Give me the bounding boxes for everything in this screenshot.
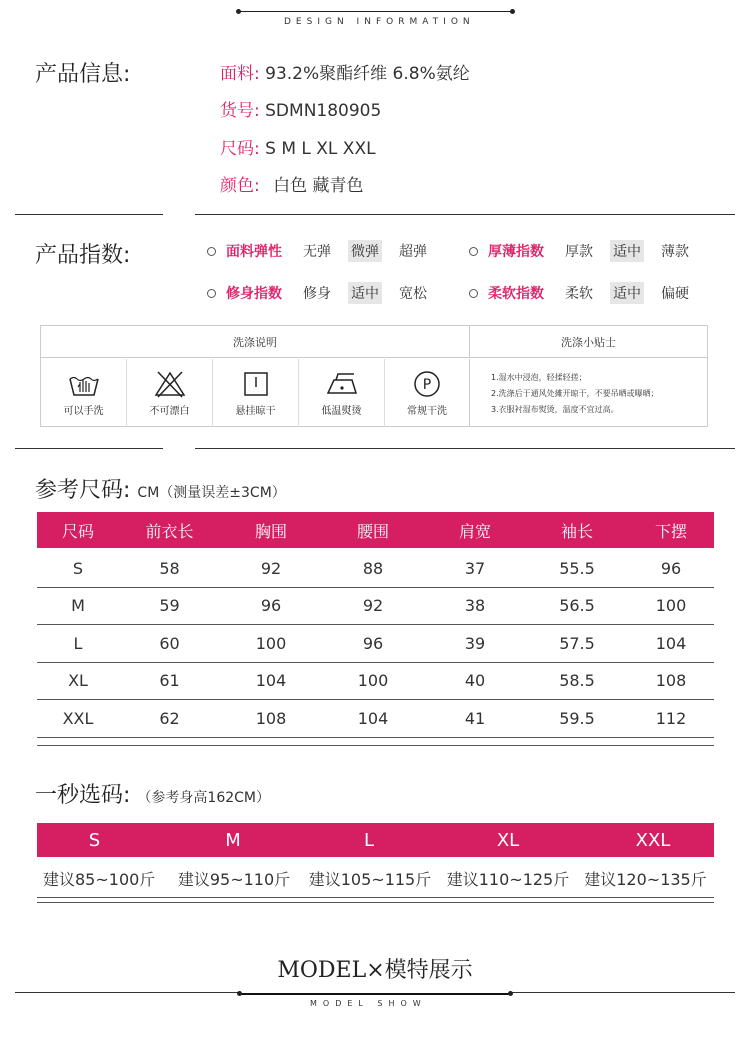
quick-size-cell: S bbox=[88, 829, 101, 851]
fabric-row bbox=[220, 59, 470, 84]
size-chart-cell: 96 bbox=[260, 596, 282, 616]
product-info-title: 产品信息: bbox=[35, 62, 131, 87]
quick-size-bottom-rule bbox=[37, 902, 714, 903]
size-chart-title-text: 参考尺码: bbox=[35, 478, 131, 503]
bottom-rule-dot-right bbox=[508, 991, 513, 996]
low-iron-icon bbox=[324, 370, 360, 398]
elasticity-option-selected: 微弹 bbox=[348, 240, 382, 262]
size-chart-cell: 59.5 bbox=[559, 708, 595, 728]
divider-2-right bbox=[195, 448, 735, 449]
size-chart-title bbox=[35, 473, 286, 504]
quick-size-subtitle: （参考身高162CM） bbox=[137, 790, 270, 806]
quick-size-header bbox=[37, 823, 714, 857]
fit-option: 宽松 bbox=[399, 286, 427, 302]
thickness-option: 薄款 bbox=[661, 244, 689, 260]
size-chart-cell: 92 bbox=[362, 596, 384, 616]
quick-size-cell: L bbox=[363, 829, 375, 851]
size-chart-cell: XXL bbox=[62, 708, 94, 728]
design-information-subtitle: DESIGN INFORMATION bbox=[284, 17, 475, 27]
size-chart-cell: 108 bbox=[655, 671, 687, 691]
size-chart-row bbox=[37, 550, 714, 588]
header-cell: 下摆 bbox=[654, 521, 687, 541]
size-chart-header bbox=[37, 512, 714, 548]
sku-row bbox=[220, 96, 381, 121]
elasticity-option: 无弹 bbox=[303, 244, 331, 260]
sku-label: 货号: bbox=[220, 101, 260, 121]
weight-cell: 建议110~125斤 bbox=[446, 869, 570, 889]
hand-wash-icon bbox=[67, 370, 101, 398]
fabric-label: 面料: bbox=[220, 64, 260, 84]
care-label: 不可漂白 bbox=[149, 405, 190, 417]
size-chart-cell: 55.5 bbox=[559, 558, 595, 578]
care-tips bbox=[491, 370, 659, 418]
size-chart-cell: 104 bbox=[357, 708, 389, 728]
care-label: 悬挂晾干 bbox=[235, 405, 276, 417]
top-rule bbox=[238, 11, 512, 12]
fit-option: 修身 bbox=[303, 286, 331, 302]
size-chart-cell: 40 bbox=[464, 671, 486, 691]
size-chart-cell: S bbox=[72, 558, 84, 578]
size-chart-cell: 104 bbox=[655, 633, 687, 653]
softness-option: 偏硬 bbox=[661, 286, 689, 302]
top-rule-dot-left bbox=[236, 9, 241, 14]
no-bleach-icon bbox=[153, 370, 187, 398]
care-label: 常规干洗 bbox=[407, 405, 447, 417]
thickness-index bbox=[469, 240, 706, 262]
size-chart-subtitle: CM（测量误差±3CM） bbox=[137, 485, 286, 501]
elasticity-option: 超弹 bbox=[399, 244, 427, 260]
care-item-low-iron bbox=[299, 359, 385, 427]
header-cell: 前衣长 bbox=[145, 521, 194, 541]
color-label: 颜色: bbox=[220, 176, 260, 196]
header-cell: 肩宽 bbox=[458, 521, 491, 541]
softness-option: 柔软 bbox=[565, 286, 593, 302]
care-item-no-bleach bbox=[127, 359, 213, 427]
size-chart-row bbox=[37, 588, 714, 626]
quick-size-cell: M bbox=[225, 829, 241, 851]
size-chart-cell: M bbox=[71, 596, 85, 616]
size-chart-cell: L bbox=[73, 633, 83, 653]
care-item-hand-wash bbox=[41, 359, 127, 427]
care-item-hang-dry bbox=[213, 359, 299, 427]
quick-size-title bbox=[35, 778, 270, 809]
care-label: 可以手洗 bbox=[63, 405, 104, 417]
size-chart-cell: 100 bbox=[357, 671, 389, 691]
divider-1-left bbox=[15, 214, 163, 215]
size-chart-cell: 60 bbox=[159, 633, 180, 653]
elasticity-index bbox=[207, 240, 444, 262]
size-row bbox=[220, 134, 376, 159]
size-chart-cell: 38 bbox=[464, 596, 486, 616]
size-chart-row bbox=[37, 625, 714, 663]
care-item-dry-clean bbox=[385, 359, 470, 427]
size-chart-cell: 100 bbox=[655, 596, 687, 616]
size-chart-cell: 41 bbox=[464, 708, 486, 728]
size-chart-cell: 37 bbox=[464, 558, 486, 578]
size-chart-cell: 58.5 bbox=[559, 671, 595, 691]
size-chart-cell: 88 bbox=[362, 558, 384, 578]
size-chart-row bbox=[37, 700, 714, 738]
bullet-circle-icon bbox=[207, 289, 216, 298]
bottom-rule-dot-left bbox=[237, 991, 242, 996]
divider-2-left bbox=[15, 448, 163, 449]
top-rule-dot-right bbox=[510, 9, 515, 14]
bullet-circle-icon bbox=[207, 247, 216, 256]
weight-cell: 建议120~135斤 bbox=[584, 869, 707, 889]
thickness-option-selected: 适中 bbox=[610, 240, 644, 262]
size-chart-cell: 62 bbox=[159, 708, 180, 728]
size-chart-cell: 100 bbox=[255, 633, 287, 653]
header-cell: 袖长 bbox=[560, 521, 593, 541]
size-label: 尺码: bbox=[220, 139, 260, 159]
size-chart-cell: 92 bbox=[260, 558, 282, 578]
size-chart-cell: 104 bbox=[255, 671, 287, 691]
size-chart-bottom-rule bbox=[37, 745, 714, 746]
care-tip: 2.洗涤后于通风处摊开晾干，不要吊晒或曝晒； bbox=[491, 389, 659, 398]
size-chart-cell: 61 bbox=[159, 671, 180, 691]
softness-index bbox=[469, 282, 706, 304]
size-chart-cell: 57.5 bbox=[559, 633, 595, 653]
color-row bbox=[220, 171, 364, 196]
size-chart-cell: 96 bbox=[362, 633, 384, 653]
care-heading-left: 洗涤说明 bbox=[41, 326, 470, 358]
thickness-option: 厚款 bbox=[565, 244, 593, 260]
header-cell: 尺码 bbox=[61, 521, 94, 541]
care-tip: 3.衣服衬湿布熨烫，温度不宜过高。 bbox=[491, 405, 619, 414]
care-tip: 1.湿水中浸泡，轻揉轻搓； bbox=[491, 373, 587, 382]
size-chart-cell: 59 bbox=[159, 596, 180, 616]
sku-value: SDMN180905 bbox=[265, 101, 382, 121]
size-chart-row bbox=[37, 663, 714, 701]
elasticity-label: 面料弹性 bbox=[226, 244, 282, 260]
care-heading-right: 洗涤小贴士 bbox=[470, 326, 707, 358]
quick-size-weights-row bbox=[37, 859, 714, 898]
quick-size-title-text: 一秒选码: bbox=[35, 783, 131, 808]
fabric-value: 93.2%聚酯纤维 6.8%氨纶 bbox=[265, 64, 470, 84]
model-show-subtitle: MODEL SHOW bbox=[310, 999, 427, 1008]
size-chart-cell: 58 bbox=[159, 558, 180, 578]
hang-dry-icon bbox=[239, 370, 273, 398]
thickness-label: 厚薄指数 bbox=[488, 244, 544, 260]
color-value: 白色 藏青色 bbox=[273, 176, 364, 196]
softness-label: 柔软指数 bbox=[488, 286, 544, 302]
size-value: S M L XL XXL bbox=[265, 139, 376, 159]
bottom-rule-left bbox=[15, 992, 239, 993]
bullet-circle-icon bbox=[469, 289, 478, 298]
fit-option-selected: 适中 bbox=[348, 282, 382, 304]
header-cell: 腰围 bbox=[356, 521, 389, 541]
fit-index bbox=[207, 282, 444, 304]
care-instructions-box bbox=[40, 325, 708, 427]
size-chart-cell: 56.5 bbox=[559, 596, 595, 616]
care-label: 低温熨烫 bbox=[321, 405, 362, 417]
fit-label: 修身指数 bbox=[226, 286, 282, 302]
softness-option-selected: 适中 bbox=[610, 282, 644, 304]
size-chart-cell: 96 bbox=[660, 558, 682, 578]
size-chart-cell: 39 bbox=[464, 633, 486, 653]
weight-cell: 建议85~100斤 bbox=[43, 869, 156, 889]
bottom-rule-right bbox=[510, 992, 735, 993]
dry-clean-icon bbox=[410, 370, 444, 398]
bullet-circle-icon bbox=[469, 247, 478, 256]
weight-cell: 建议95~110斤 bbox=[177, 869, 291, 889]
quick-size-cell: XXL bbox=[635, 829, 671, 851]
model-show-title: MODEL×模特展示 bbox=[277, 958, 473, 983]
weight-cell: 建议105~115斤 bbox=[308, 869, 432, 889]
size-chart-cell: 112 bbox=[655, 708, 687, 728]
bottom-rule-center bbox=[239, 993, 510, 995]
quick-size-cell: XL bbox=[496, 829, 520, 851]
svg-text:P: P bbox=[422, 376, 432, 393]
header-cell: 胸围 bbox=[254, 521, 287, 541]
product-index-title: 产品指数: bbox=[35, 243, 131, 268]
divider-1-right bbox=[195, 214, 735, 215]
size-chart-cell: XL bbox=[68, 671, 88, 691]
size-chart-cell: 108 bbox=[255, 708, 287, 728]
